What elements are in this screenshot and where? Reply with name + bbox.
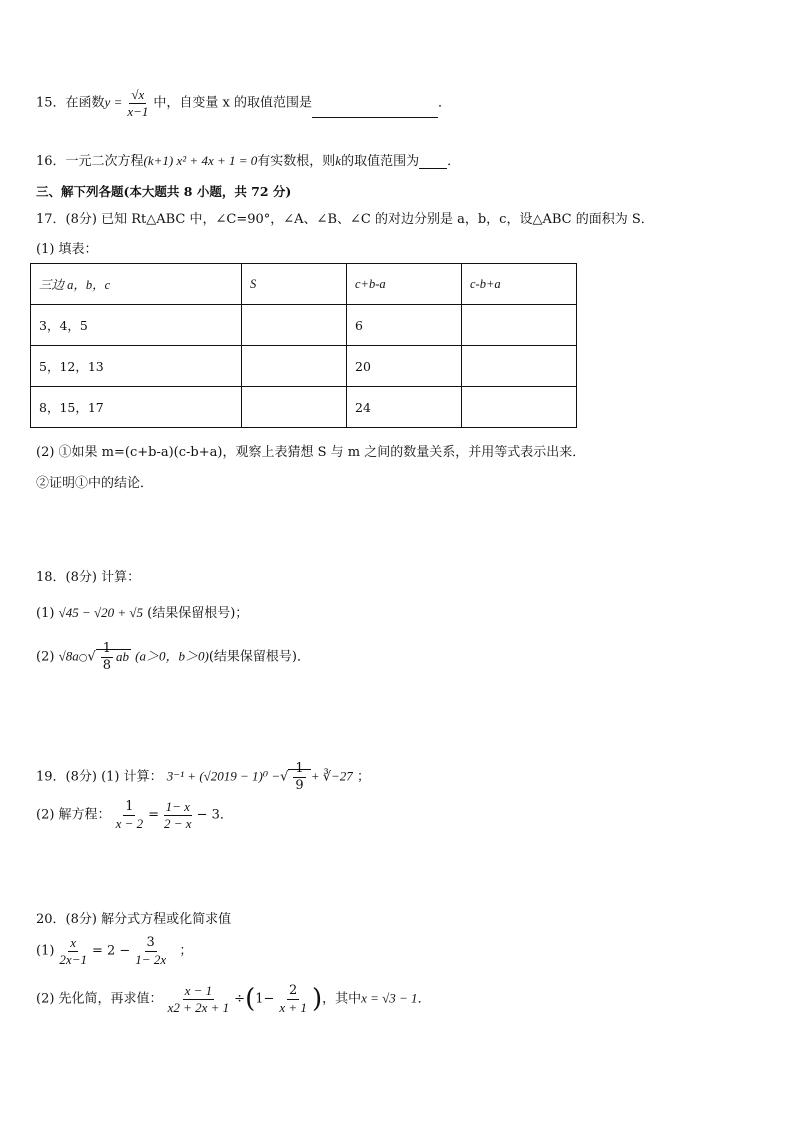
table-cell — [462, 387, 577, 428]
table-cell: 6 — [347, 305, 462, 346]
fill-table — [30, 263, 577, 428]
question-18-stem: 18．(8分) 计算： — [36, 570, 141, 585]
question-20-part2: (2) 先化简，再求值： $\frac{x - 1}{x2 + 2x + 1}$ ÷(1− $\frac{2}{x + 1}$ )，其中x = √3 − 1． — [36, 983, 431, 1015]
question-18-part1: (1) √45 − √20 + √5 (结果保留根号)； — [36, 605, 249, 621]
question-15: 15．在函数y = $\frac{√x}{x-1}$ 中，自变量 x 的取值范围是 ． — [36, 87, 452, 119]
table-header: S — [242, 264, 347, 305]
table-cell: 8，15，17 — [31, 387, 242, 428]
question-19-part2: (2) 解方程： $\frac{1}{x - 2}$ = $\frac{1- x}{2 - x}$ − 3． — [36, 799, 233, 831]
root-sign: √ $\frac{1}{8}$ ab — [87, 641, 130, 673]
table-cell — [462, 305, 577, 346]
fraction: $\frac{1}{8}$ — [102, 641, 112, 673]
question-16: 16．一元二次方程(k+1) x² + 4x + 1 = 0有实数根，则k的取值范围为 ． — [36, 153, 461, 169]
table-cell: 5，12，13 — [31, 346, 242, 387]
table-cell: 3，4，5 — [31, 305, 242, 346]
fraction: $\frac{√x}{x-1}$ — [127, 87, 149, 119]
question-19-part1: 19．(8分) (1) 计算： 3⁻¹ + (√2019 − 1)⁰ −√ $\frac{1}{9}$ + ∛−27 ； — [36, 761, 370, 793]
root-sign: √ $\frac{1}{9}$ — [280, 762, 311, 792]
fraction: $\frac{1- x}{2 - x}$ — [164, 799, 192, 831]
table-cell — [462, 346, 577, 387]
section-heading: 三、解下列各题(本大题共 8 小题，共 72 分) — [36, 184, 292, 199]
question-17-part2b: ②证明①中的结论． — [36, 476, 154, 491]
question-17-stem: 17．(8分) 已知 Rt△ABC 中，∠C=90°，∠A、∠B、∠C 的对边分别是 a，b，c，设△ABC 的面积为 S． — [36, 212, 654, 227]
fraction: $\frac{1}{9}$ — [295, 761, 304, 793]
table-cell — [242, 305, 347, 346]
answer-blank — [419, 168, 447, 169]
fraction: $\frac{x}{2x-1}$ — [59, 935, 87, 967]
question-20-part1: (1) $\frac{x}{2x-1}$ = 2 − $\frac{3}{1- 2x}$ ； — [36, 935, 193, 967]
table-header: c-b+a — [462, 264, 577, 305]
right-paren: ) — [311, 984, 323, 1015]
fraction: $\frac{3}{1- 2x}$ — [135, 935, 167, 967]
table-row — [31, 346, 577, 387]
table-cell: 20 — [347, 346, 462, 387]
table-cell: 24 — [347, 387, 462, 428]
fraction: $\frac{2}{x + 1}$ — [279, 983, 307, 1015]
answer-blank — [312, 117, 438, 118]
table-cell — [242, 346, 347, 387]
question-18-part2: (2) √8a○√ $\frac{1}{8}$ ab (a＞0，b＞0)(结果保留根号)． — [36, 641, 310, 673]
fraction: $\frac{x - 1}{x2 + 2x + 1}$ — [167, 983, 230, 1015]
table-row — [31, 387, 577, 428]
left-paren: ( — [245, 984, 256, 1015]
question-17-part1: (1) 填表： — [36, 242, 98, 257]
table-header-row — [31, 264, 577, 305]
table-header: 三边 a，b，c — [31, 264, 242, 305]
question-20-stem: 20．(8分) 解分式方程或化简求值 — [36, 912, 232, 927]
table-header: c+b-a — [347, 264, 462, 305]
fraction: $\frac{1}{x - 2}$ — [115, 799, 144, 831]
table-row — [31, 305, 577, 346]
table-cell — [242, 387, 347, 428]
question-17-part2: (2) ①如果 m=(c+b-a)(c-b+a)，观察上表猜想 S 与 m 之间的数量关系，并用等式表示出来． — [36, 445, 586, 460]
